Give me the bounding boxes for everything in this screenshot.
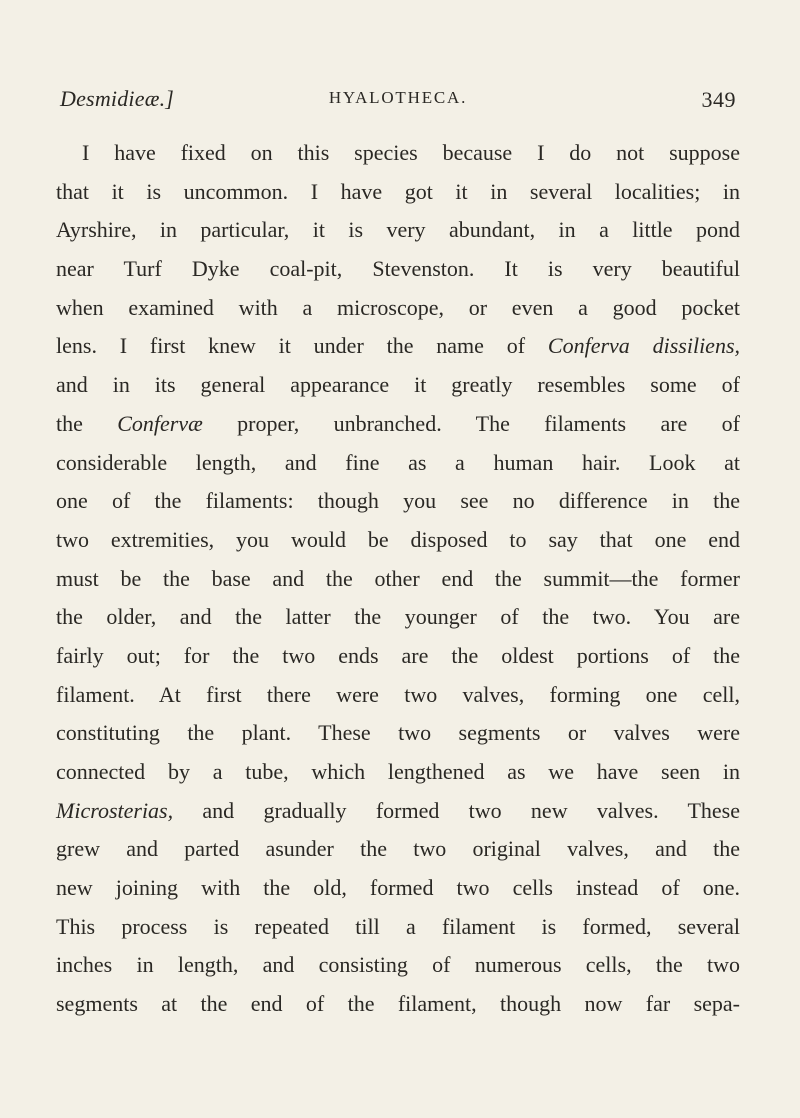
text-line: grew and parted asunder the two original valves, and the bbox=[56, 836, 740, 862]
text-line: Ayrshire, in particular, it is very abundant, in a little pond bbox=[56, 217, 740, 243]
genus-name: Microsterias, bbox=[56, 797, 174, 823]
text-line: the Confervæ proper, unbranched. The filaments are of bbox=[56, 410, 740, 436]
text-line: segments at the end of the filament, though now far sepa- bbox=[56, 991, 740, 1017]
text-line: inches in length, and consisting of numerous cells, the two bbox=[56, 952, 740, 978]
species-name: Conferva dissiliens, bbox=[547, 333, 741, 359]
chapter-title: HYALOTHECA. bbox=[328, 88, 468, 107]
text-line: This process is repeated till a filament is formed, several bbox=[56, 913, 740, 939]
text-line: new joining with the old, formed two cells instead of one. bbox=[56, 875, 740, 901]
text-line: that it is uncommon. I have got it in several localities; in bbox=[56, 178, 740, 204]
text-line: fairly out; for the two ends are the oldest portions of the bbox=[56, 642, 740, 668]
body-paragraph bbox=[56, 134, 740, 1024]
text-line: when examined with a microscope, or even a good pocket bbox=[56, 294, 740, 320]
text-line: two extremities, you would be disposed to say that one end bbox=[56, 526, 740, 552]
text-line: the older, and the latter the younger of the two. You are bbox=[56, 604, 740, 630]
text-line: must be the base and the other end the summit—the former bbox=[56, 565, 740, 591]
genus-name: Confervæ bbox=[117, 410, 203, 436]
text-line: near Turf Dyke coal-pit, Stevenston. It is very beautiful bbox=[56, 256, 740, 282]
section-name: Desmidieæ.] bbox=[60, 86, 175, 111]
text-line: filament. At first there were two valves, forming one cell, bbox=[56, 681, 740, 707]
text-line: I have fixed on this species because I do not suppose bbox=[82, 140, 740, 165]
text-line: Microsterias, and gradually formed two new valves. These bbox=[56, 797, 740, 823]
text-line: one of the filaments: though you see no difference in the bbox=[56, 488, 740, 514]
page-number: 349 bbox=[701, 87, 736, 112]
text-line: constituting the plant. These two segments or valves were bbox=[56, 720, 740, 746]
running-head bbox=[60, 86, 736, 120]
text-line: and in its general appearance it greatly resembles some of bbox=[56, 372, 740, 398]
text-line: connected by a tube, which lengthened as we have seen in bbox=[56, 759, 740, 784]
text-line: considerable length, and fine as a human hair. Look at bbox=[56, 449, 740, 475]
text-line: lens. I first knew it under the name of Conferva dissiliens, bbox=[56, 333, 741, 359]
